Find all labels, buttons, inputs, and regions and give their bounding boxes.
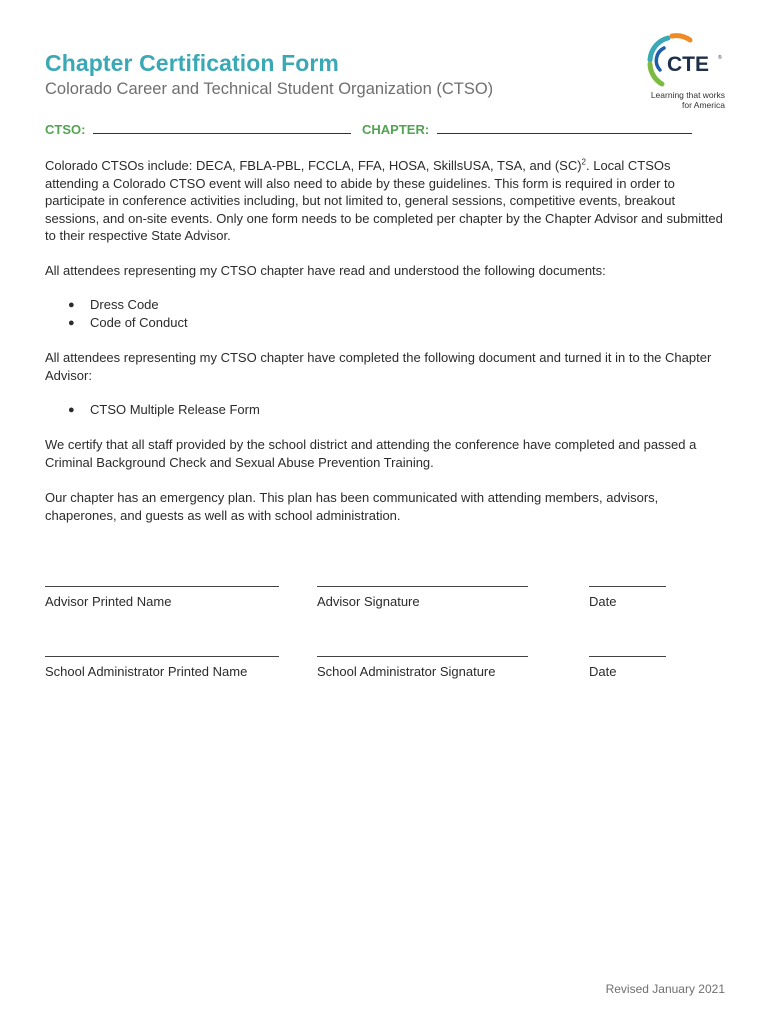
intro-superscript: 2 [581, 157, 586, 167]
list-item: ● Code of Conduct [68, 315, 188, 330]
advisor-printed-name-line[interactable] [45, 586, 279, 587]
emergency-statement: Our chapter has an emergency plan. This plan has been communicated with attending members, advisors, chaperones, and guests as well as with school administration. [45, 490, 659, 523]
ctso-input-line[interactable] [93, 123, 351, 134]
advisor-signature-line[interactable] [317, 586, 528, 587]
admin-date-label: Date [589, 664, 617, 679]
read-documents-list [68, 296, 188, 332]
admin-signature-line[interactable] [317, 656, 528, 657]
ctso-chapter-fields [45, 122, 705, 137]
admin-date-line[interactable] [589, 656, 666, 657]
cte-logo-mark: ® [718, 55, 722, 61]
chapter-label: CHAPTER: [362, 122, 430, 137]
intro-text-end: . Local CTSOs attending a Colorado CTSO event will also need to abide by these guidelines. This form is required in order to participate in conference activities including, but not limited to, general sessions, competitive events, breakout sessions, and on-site events. Only one form needs to be completed per chapter by the Chapter Advisor and submitted to their respective State Advisor. [45, 158, 723, 243]
certify-statement: We certify that all staff provided by the school district and attending the conference have completed and passed a Criminal Background Check and Sexual Abuse Prevention Training. [45, 437, 697, 470]
list-item: ● Dress Code [68, 297, 159, 312]
advisor-signature-label: Advisor Signature [317, 594, 420, 609]
advisor-printed-name-label: Advisor Printed Name [45, 594, 172, 609]
admin-signature-label: School Administrator Signature [317, 664, 496, 679]
completed-statement: All attendees representing my CTSO chapter have completed the following document and turned it in to the Chapter Advisor: [45, 350, 712, 383]
advisor-date-label: Date [589, 594, 617, 609]
cte-logo-text: CTE [667, 53, 709, 76]
form-title: Chapter Certification Form [45, 50, 339, 76]
form-subtitle: Colorado Career and Technical Student Organization (CTSO) [45, 80, 494, 98]
admin-printed-name-label: School Administrator Printed Name [45, 664, 248, 679]
read-statement: All attendees representing my CTSO chapter have read and understood the following documents: [45, 263, 606, 278]
bullet-icon: ● [68, 404, 75, 416]
admin-printed-name-line[interactable] [45, 656, 279, 657]
completed-documents-list [68, 401, 260, 419]
revision-note: Revised January 2021 [605, 982, 725, 996]
advisor-date-line[interactable] [589, 586, 666, 587]
bullet-icon: ● [68, 317, 75, 329]
intro-text-start: Colorado CTSOs include: DECA, FBLA-PBL, FCCLA, FFA, HOSA, SkillsUSA, TSA, and (SC) [45, 158, 582, 173]
intro-paragraph [45, 157, 725, 245]
ctso-label: CTSO: [45, 122, 86, 137]
list-item: ● CTSO Multiple Release Form [68, 402, 260, 417]
cte-logo-tagline: Learning that works for America [650, 90, 725, 110]
bullet-icon: ● [68, 299, 75, 311]
chapter-input-line[interactable] [437, 123, 692, 134]
